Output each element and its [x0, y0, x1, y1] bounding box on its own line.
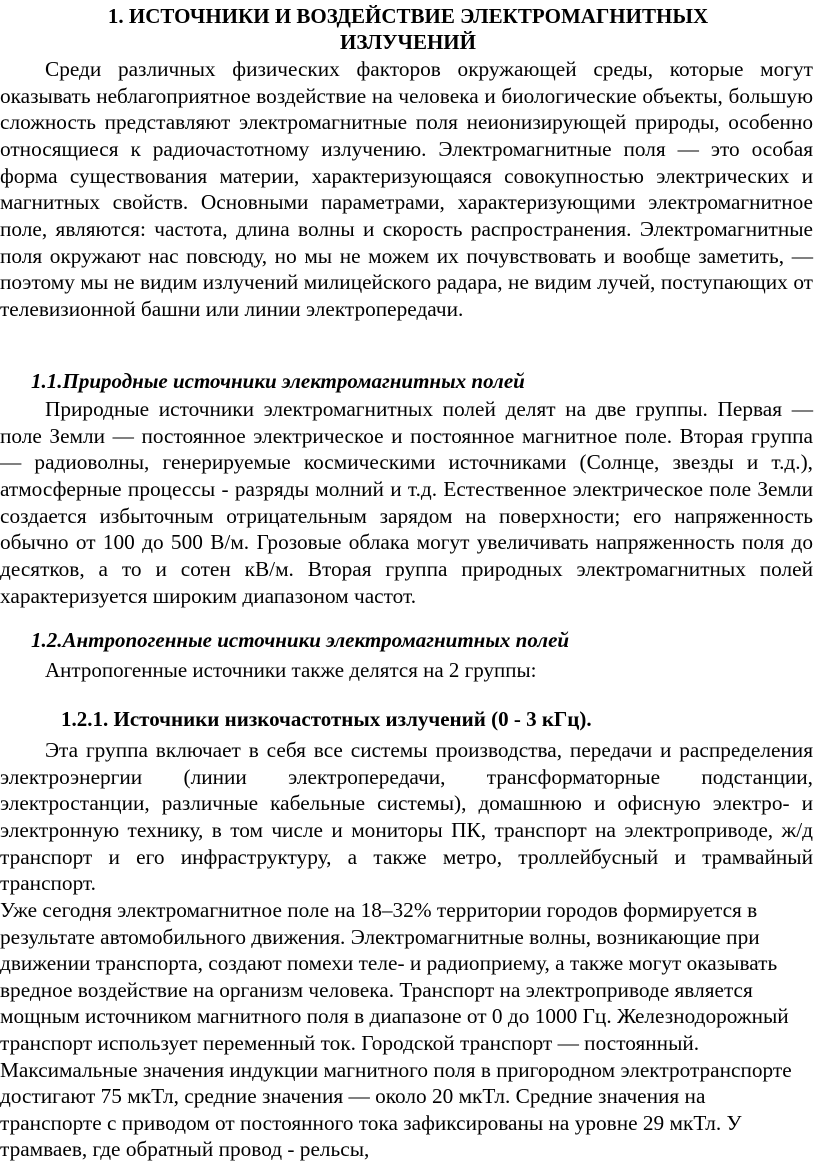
- section-1-2-1-paragraph: Эта группа включает в себя все системы производства, передачи и распределения электроэнергии (линии электропередачи, трансформаторные подстанции, электростанции, различные кабельные системы), домашнюю и офисную электро- и электронную технику, в том числе и мониторы ПК, транспорт на электроприводе, ж/д транспорт и его инфраструктуру, а также метро, троллейбусный и трамвайный транспорт.: [0, 738, 813, 896]
- section-1-1-title: 1.1.Природные источники электромагнитных полей: [31, 369, 525, 393]
- section-1-2-1-title: 1.2.1. Источники низкочастотных излучений (0 - 3 кГц).: [61, 707, 592, 731]
- section-1-2-title: 1.2.Антропогенные источники электромагнитных полей: [31, 628, 570, 652]
- chapter-title-line2: ИЗЛУЧЕНИЙ: [340, 30, 476, 54]
- chapter-title-line1: 1. ИСТОЧНИКИ И ВОЗДЕЙСТВИЕ ЭЛЕКТРОМАГНИТНЫХ: [107, 4, 709, 28]
- transport-paragraph: Уже сегодня электромагнитное поле на 18–32% территории городов формируется в результате автомобильного движения. Электромагнитные волны, возникающие при движении транспорта, создают помехи теле- и радиоприему, а также могут оказывать вредное воздействие на организм человека. Транспорт на электроприводе является мощным источником магнитного поля в диапазоне от 0 до 1000 Гц. Железнодорожный транспорт использует переменный ток. Городской транспорт — постоянный. Максимальные значения индукции магнитного поля в пригородном электротранспорте достигают 75 мкТл, средние значения — около 20 мкТл. Средние значения на транспорте с приводом от постоянного тока зафиксированы на уровне 29 мкТл. У трамваев, где обратный провод - рельсы,: [0, 898, 792, 1162]
- intro-paragraph: Среди различных физических факторов окружающей среды, которые могут оказывать неблагоприятное воздействие на человека и биологические объекты, большую сложность представляют электромагнитные поля неионизирующей природы, особенно относящиеся к радиочастотному излучению. Электромагнитные поля — это особая форма существования материи, характеризующаяся совокупностью электрических и магнитных свойств. Основными параметрами, характеризующими электромагнитное поле, являются: частота, длина волны и скорость распространения. Электромагнитные поля окружают нас повсюду, но мы не можем их почувствовать и вообще заметить, — поэтому мы не видим излучений милицейского радара, не видим лучей, поступающих от телевизионной башни или линии электропередачи.: [0, 57, 813, 321]
- section-1-1-paragraph: Природные источники электромагнитных полей делят на две группы. Первая — поле Земли — постоянное электрическое и постоянное магнитное поле. Вторая группа — радиоволны, генерируемые космическими источниками (Солнце, звезды и т.д.), атмосферные процессы - разряды молний и т.д. Естественное электрическое поле Земли создается избыточным отрицательным зарядом на поверхности; его напряженность обычно от 100 до 500 В/м. Грозовые облака могут увеличивать напряженность поля до десятков, а то и сотен кВ/м. Вторая группа природных электромагнитных полей характеризуется широким диапазоном частот.: [0, 397, 813, 608]
- section-1-2-paragraph: Антропогенные источники также делятся на 2 группы:: [45, 658, 537, 682]
